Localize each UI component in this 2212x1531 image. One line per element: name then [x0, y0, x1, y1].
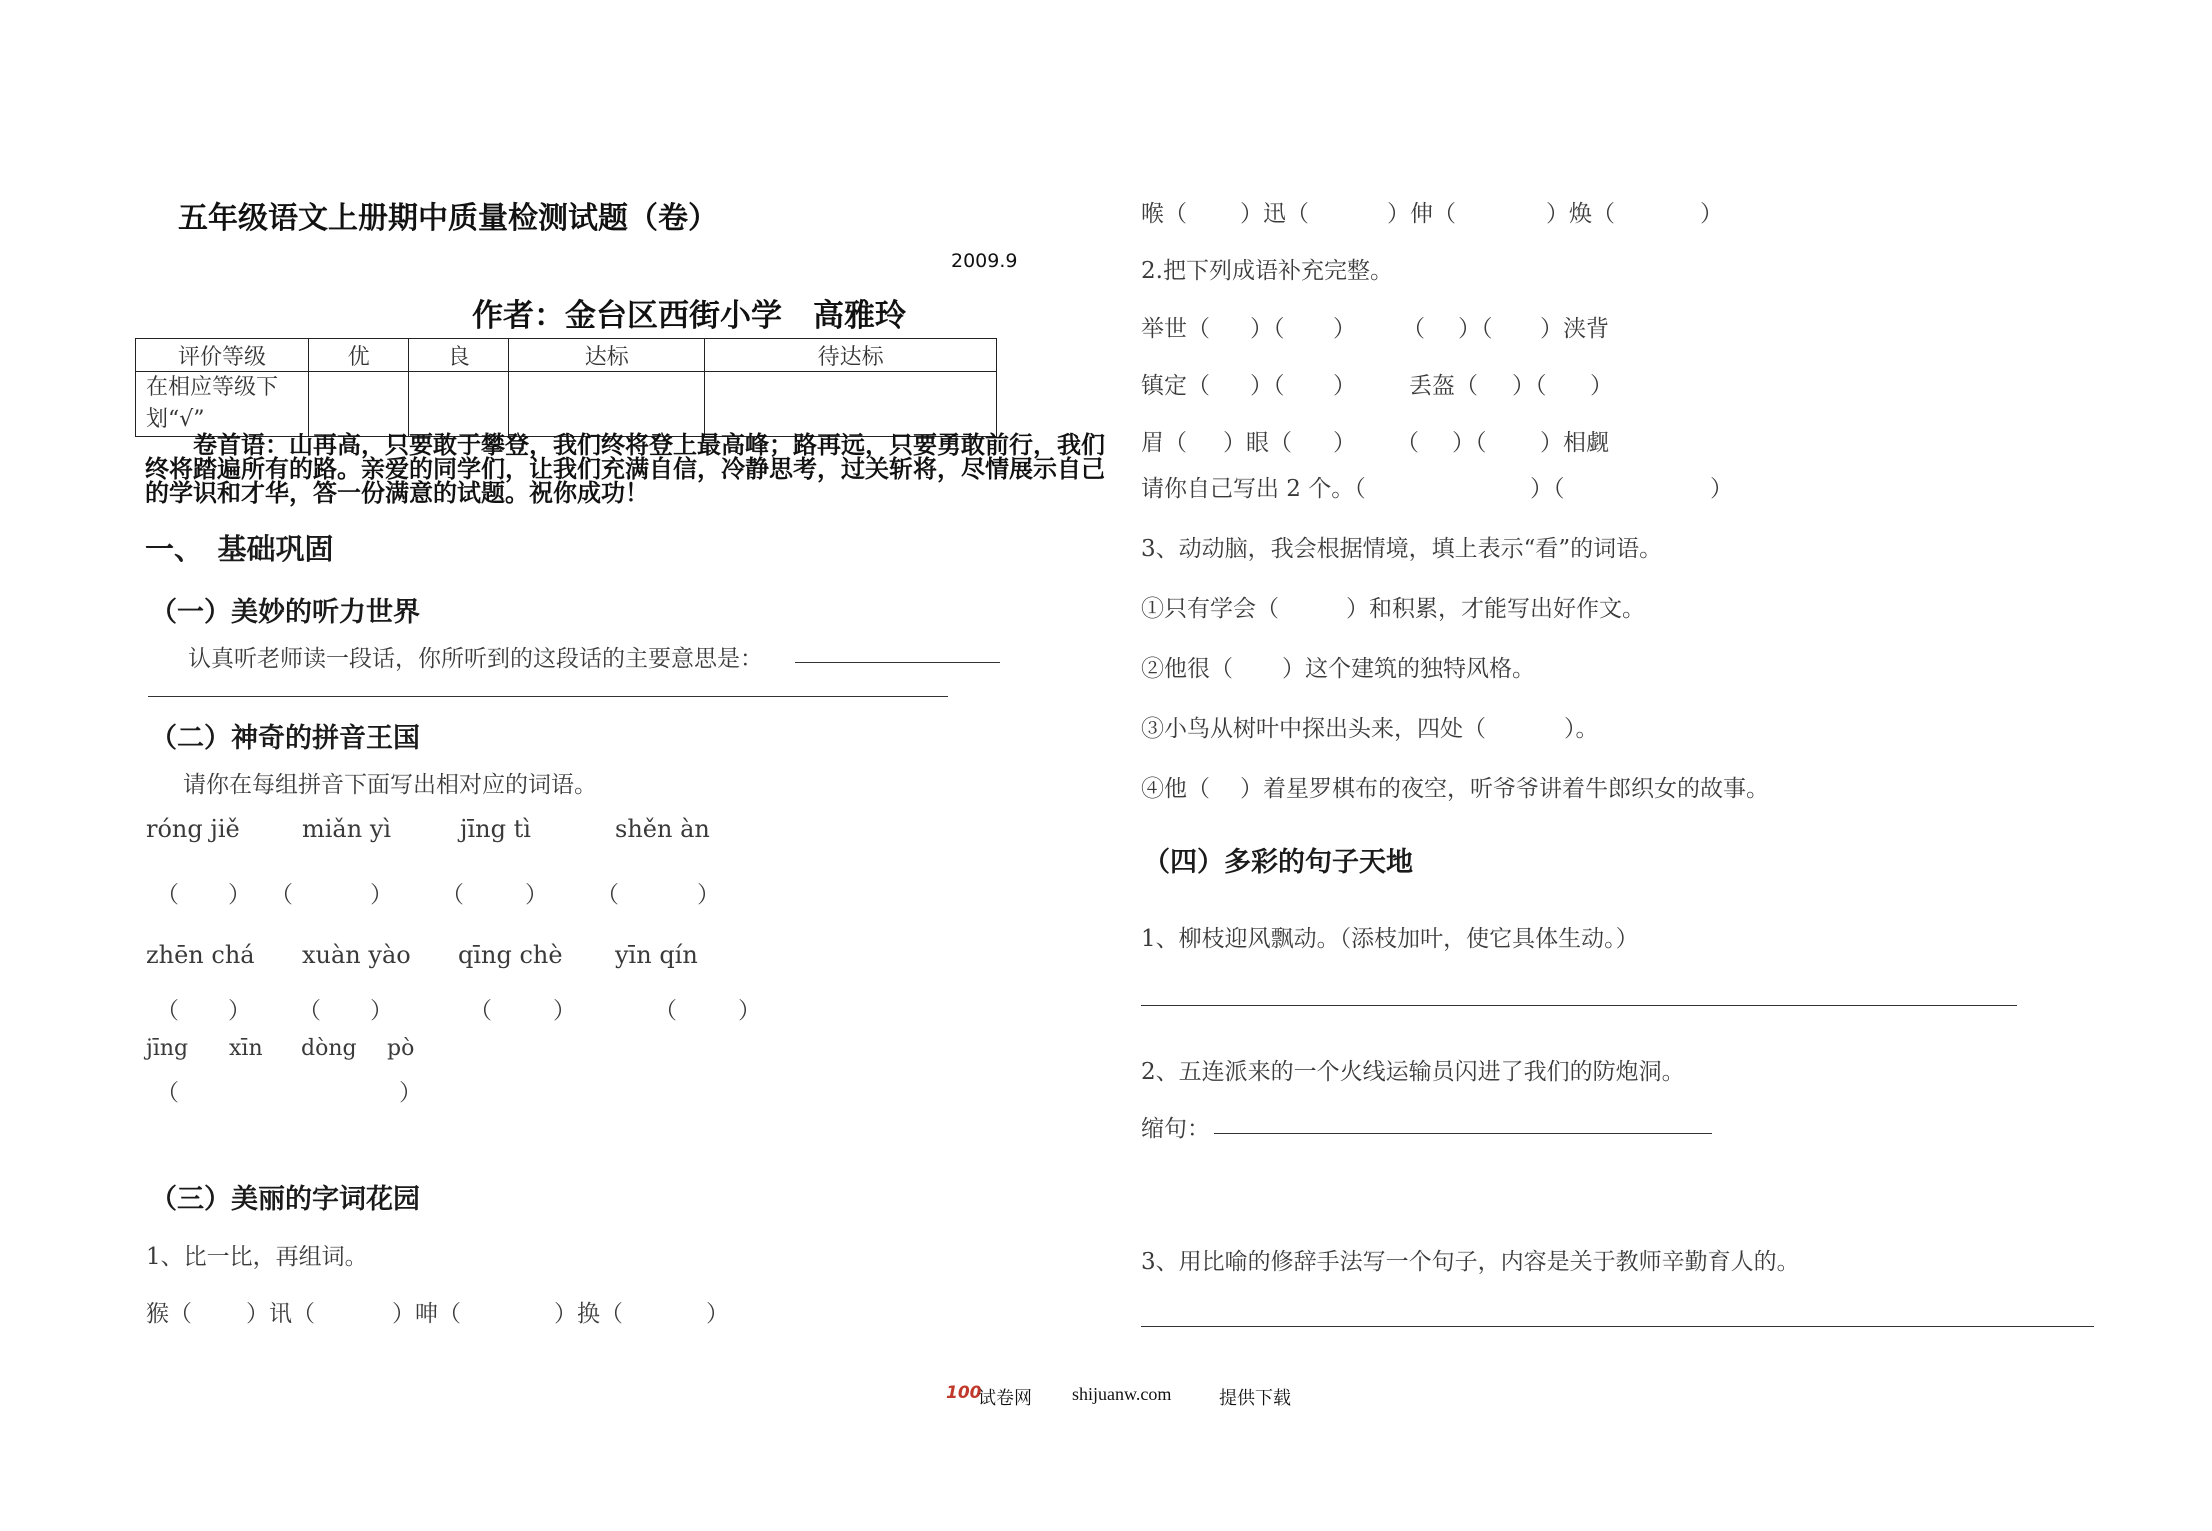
answer-paren-close: ） — [228, 882, 251, 908]
idiom-3c: ） — [1333, 430, 1356, 456]
look-question: 3、动动脑，我会根据情境，填上表示“看”的词语。 — [1141, 536, 1663, 562]
section-sentences-title: （四）多彩的句子天地 — [1143, 847, 1413, 878]
idiom-own-mid: ）（ — [1530, 476, 1565, 502]
grade-cell-good[interactable] — [409, 372, 509, 437]
footer-site-name: 试卷网 — [978, 1388, 1032, 1409]
compare-word-right-3: ）伸（ — [1387, 201, 1456, 227]
pinyin-2: miǎn yì — [302, 815, 392, 843]
pinyin-8: yīn qín — [615, 941, 698, 969]
look-item-2b: ）这个建筑的独特风格。 — [1282, 656, 1535, 682]
grade-row-label: 在相应等级下划“√” — [136, 372, 309, 437]
answer-paren-open: （ — [298, 998, 321, 1024]
section-pinyin-title: （二）神奇的拼音王国 — [150, 723, 420, 754]
shorten-answer-line[interactable] — [1214, 1133, 1712, 1134]
compare-word-right-4: ）焕（ — [1546, 201, 1615, 227]
look-item-3a: ③小鸟从树叶中探出头来，四处（ — [1141, 716, 1486, 742]
idiom-1e: ）（ — [1458, 316, 1493, 342]
idiom-3a: 眉（ — [1141, 430, 1187, 456]
answer-paren-open: （ — [156, 998, 179, 1024]
idiom-1b: ）（ — [1250, 316, 1285, 342]
motto-text: 卷首语：山再高，只要敢于攀登，我们终将登上最高峰；路再远，只要勇敢前行，我们终将踏遍所有的路。亲爱的同学们，让我们充满自信，冷静思考，过关斩将，尽情展示自己的学识和才华，答一份满意的试题。祝你成功！ — [145, 431, 1105, 507]
pinyin-4: shěn àn — [615, 815, 710, 843]
pinyin-idiom-4: pò — [387, 1036, 415, 1061]
pinyin-idiom-1: jīng — [146, 1036, 189, 1061]
pinyin-1: róng jiě — [146, 815, 240, 843]
paper-title: 五年级语文上册期中质量检测试题（卷） — [178, 201, 718, 236]
idiom-3d: （ — [1396, 430, 1419, 456]
answer-paren-close: ） — [697, 882, 720, 908]
footer-note: 提供下载 — [1219, 1388, 1291, 1409]
grade-cell-needs-work[interactable] — [705, 372, 997, 437]
answer-paren-close: ） — [525, 882, 548, 908]
idiom-2a: 镇定（ — [1141, 373, 1210, 399]
idiom-question: 2.把下列成语补充完整。 — [1141, 258, 1393, 284]
answer-paren-open: （ — [469, 998, 492, 1024]
answer-paren-open: （ — [596, 882, 619, 908]
answer-paren-close: ） — [738, 998, 761, 1024]
sentence-q3-answer-line[interactable] — [1141, 1326, 2094, 1327]
sentence-q3: 3、用比喻的修辞手法写一个句子，内容是关于教师辛勤育人的。 — [1141, 1249, 1800, 1275]
pinyin-3: jīng tì — [460, 815, 531, 843]
grade-cell-pass[interactable] — [509, 372, 705, 437]
grade-header-excellent: 优 — [309, 339, 409, 372]
idiom-1d: （ — [1402, 316, 1425, 342]
idiom-3e: ）（ — [1452, 430, 1487, 456]
idiom-1c: ） — [1333, 316, 1356, 342]
look-item-4b: ）着星罗棋布的夜空，听爷爷讲着牛郎织女的故事。 — [1240, 776, 1769, 802]
look-item-1b: ）和积累，才能写出好作文。 — [1346, 596, 1645, 622]
listening-answer-line-1[interactable] — [795, 662, 1000, 663]
compare-word-right-1: 喉（ — [1141, 201, 1187, 227]
grade-header-good: 良 — [409, 339, 509, 372]
idiom-2f: ） — [1590, 373, 1613, 399]
listening-answer-line-2[interactable] — [148, 696, 948, 697]
answer-paren-open: （ — [441, 882, 464, 908]
answer-paren-close: ） — [370, 882, 393, 908]
exam-date: 2009.9 — [951, 250, 1018, 272]
idiom-own-label: 请你自己写出 2 个。（ — [1141, 476, 1366, 502]
answer-paren-close: ） — [553, 998, 576, 1024]
idiom-2c: ） — [1333, 373, 1356, 399]
pinyin-prompt: 请你在每组拼音下面写出相对应的词语。 — [183, 772, 597, 798]
footer-url[interactable]: shijuanw.com — [1072, 1384, 1172, 1404]
idiom-2e: ）（ — [1512, 373, 1547, 399]
listening-prompt: 认真听老师读一段话，你所听到的这段话的主要意思是： — [188, 646, 763, 672]
answer-paren-open: （ — [654, 998, 677, 1024]
footer-logo — [946, 1383, 982, 1403]
sentence-q1-answer-line[interactable] — [1141, 1005, 2017, 1006]
sentence-q2: 2、五连派来的一个火线运输员闪进了我们的防炮洞。 — [1141, 1059, 1685, 1085]
grade-table — [135, 338, 997, 437]
compare-word-right-2: ）迅（ — [1240, 201, 1309, 227]
look-item-3b: ）。 — [1564, 716, 1599, 742]
compare-word-1: 猴（ — [146, 1301, 192, 1327]
compare-word-5: ） — [706, 1301, 729, 1327]
look-item-4a: ④他（ — [1141, 776, 1210, 802]
look-item-1a: ①只有学会（ — [1141, 596, 1279, 622]
answer-paren-close: ） — [399, 1080, 422, 1106]
section-words-title: （三）美丽的字词花园 — [150, 1184, 420, 1215]
idiom-1f: ）浃背 — [1540, 316, 1609, 342]
answer-paren-close: ） — [228, 998, 251, 1024]
answer-paren-open: （ — [270, 882, 293, 908]
logo-text: 100 — [946, 1383, 982, 1403]
look-item-2a: ②他很（ — [1141, 656, 1233, 682]
pinyin-7: qīng chè — [458, 941, 563, 969]
idiom-3b: ）眼（ — [1223, 430, 1292, 456]
grade-header-level: 评价等级 — [136, 339, 309, 372]
idiom-2d: 丢盔（ — [1409, 373, 1478, 399]
answer-paren-open: （ — [156, 1080, 179, 1106]
grade-header-needs-work: 待达标 — [705, 339, 997, 372]
compare-word-2: ）讯（ — [246, 1301, 315, 1327]
shorten-label: 缩句： — [1141, 1116, 1210, 1142]
author-line: 作者：金台区西街小学 高雅玲 — [472, 298, 906, 334]
answer-paren-open: （ — [156, 882, 179, 908]
pinyin-5: zhēn chá — [146, 941, 255, 969]
idiom-own-end: ） — [1710, 476, 1733, 502]
idiom-1a: 举世（ — [1141, 316, 1210, 342]
compare-word-3: ）呻（ — [392, 1301, 461, 1327]
grade-cell-excellent[interactable] — [309, 372, 409, 437]
motto-paragraph — [145, 433, 1105, 505]
compare-word-right-5: ） — [1700, 201, 1723, 227]
words-q1: 1、比一比，再组词。 — [146, 1244, 368, 1270]
answer-paren-close: ） — [370, 998, 393, 1024]
idiom-3f: ）相觑 — [1540, 430, 1609, 456]
part-one-heading: 一、 基础巩固 — [145, 532, 334, 566]
sentence-q1: 1、柳枝迎风飘动。（添枝加叶，使它具体生动。） — [1141, 926, 1639, 952]
pinyin-6: xuàn yào — [302, 941, 411, 969]
grade-header-pass: 达标 — [509, 339, 705, 372]
compare-word-4: ）换（ — [554, 1301, 623, 1327]
pinyin-idiom-2: xīn — [229, 1036, 263, 1061]
section-listening-title: （一）美妙的听力世界 — [150, 597, 420, 628]
idiom-2b: ）（ — [1250, 373, 1285, 399]
pinyin-idiom-3: dòng — [301, 1036, 357, 1061]
